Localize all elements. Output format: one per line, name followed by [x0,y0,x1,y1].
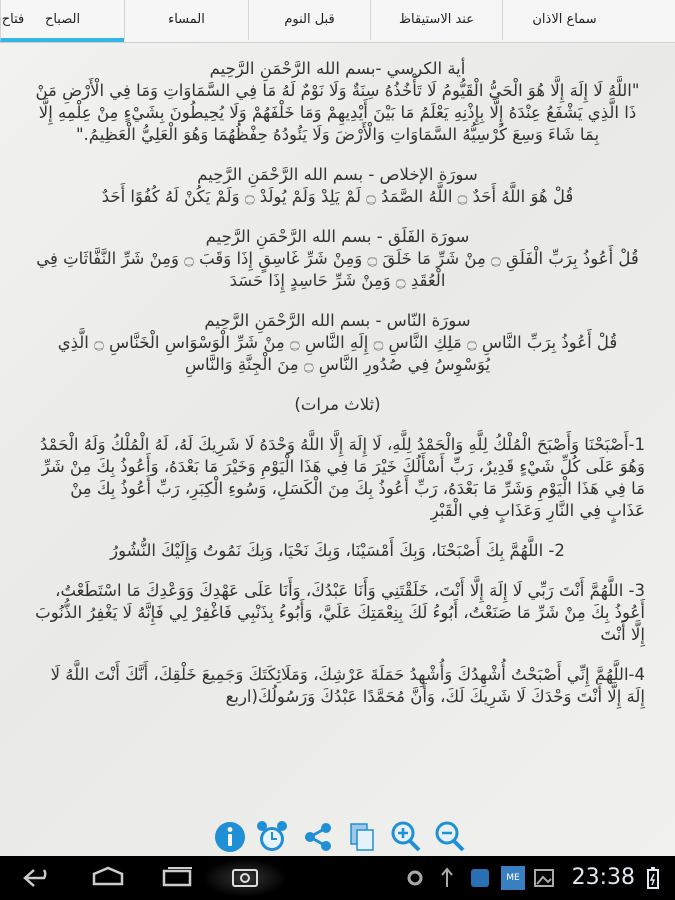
status-clock: 23:38 [571,865,635,890]
info-button[interactable] [213,820,247,854]
zoom-out-icon [433,820,467,854]
tab-bar [0,0,675,43]
dua-3: 3- اللَّهُمَّ أَنْتَ رَبِّي لَا إِلَهَ إِلَّا أَنْتَ، خَلَقْتَنِي وَأَنَا عَبْدُكَ، وَأَنَا عَلَى عَهْدِكَ وَوَعْدِكَ مَا اسْتَطَعْتُ، أَعُوذُ بِكَ مِنْ شَرِّ مَا صَنَعْتُ، أَبُوءُ لَكَ بِنِعْمَتِكَ عَلَيَّ، وَأَبُوءُ بِذَنْبِي فَاغْفِرْ لِي فَإِنَّهُ لَا يَغْفِرُ الذُّنُوبَ إِلَّا أَنْتَ [35,581,645,644]
recent-apps-button[interactable] [158,864,198,892]
camera-icon [205,860,285,896]
kursi-title: أية الكرسي -بسم الله الرَّحْمَنِ الرَّحِيم [209,59,466,78]
falaq-title: سورَة الفَلَق - بسم الله الرَّحْمَنِ الرَّحِيم [205,227,470,246]
tab-evening[interactable]: المساء [124,0,248,40]
nas-block [30,310,645,376]
home-icon [88,864,128,892]
zoom-in-icon [389,820,423,854]
ikhlas-text: قُلْ هُوَ اللَّهُ أَحَدٌ ۝ اللَّهُ الصَّمَدُ ۝ لَمْ يَلِدْ وَلَمْ يُولَدْ ۝ وَلَمْ يَكُنْ لَهُ كُفُوًا أَحَدٌ [101,187,574,206]
dua-1: 1-أَصْبَحْنَا وَأَصْبَحَ الْمُلْكُ لِلَّهِ وَالْحَمْدُ لِلَّهِ، لَا إِلَهَ إِلَّا اللَّهُ وَحْدَهُ لَا شَرِيكَ لَهُ، لَهُ الْمُلْكُ وَلَهُ الْحَمْدُ وَهُوَ عَلَى كُلِّ شَيْءٍ قَدِيرٌ، رَبِّ أَسْأَلُكَ خَيْرَ مَا فِي هَذَا الْيَوْمِ وَخَيْرَ مَا بَعْدَهُ، وَأَعُوذُ بِكَ مِنْ شَرِّ مَا فِي هَذَا الْيَوْمِ وَشَرِّ مَا بَعْدَهُ، رَبِّ أَعُوذُ بِكَ مِنَ الْكَسَلِ، وَسُوءِ الْكِبَرِ، رَبِّ أَعُوذُ بِكَ مِنْ عَذَابٍ فِي النَّارِ وَعَذَابٍ فِي الْقَبْرِ [40,435,645,520]
kursi-text: "اللَّهُ لَا إِلَهَ إِلَّا هُوَ الْحَيُّ الْقَيُّومُ لَا تَأْخُذُهُ سِنَةٌ وَلَا نَوْمٌ لَهُ مَا فِي السَّمَاوَاتِ وَمَا فِي الْأَرْضِ مَنْ ذَا الَّذِي يَشْفَعُ عِنْدَهُ إِلَّا بِإِذْنِهِ يَعْلَمُ مَا بَيْنَ أَيْدِيهِمْ وَمَا خَلْفَهُمْ وَلَا يُحِيطُونَ بِشَيْءٍ مِنْ عِلْمِهِ إِلَّا بِمَا شَاءَ وَسِعَ كُرْسِيُّهُ السَّمَاوَاتِ وَالْأَرْضَ وَلَا يَئُودُهُ حِفْظُهُمَا وَهُوَ الْعَلِيُّ الْعَظِيمُ." [35,81,640,144]
kursi-block [30,58,645,146]
share-icon [301,820,335,854]
back-icon [20,864,56,892]
back-button[interactable] [20,864,56,892]
share-button[interactable] [301,820,335,854]
tab-adhan[interactable]: سماع الاذان [502,0,626,40]
bottom-toolbar [205,820,475,856]
alarm-button[interactable] [255,820,289,854]
falaq-text: قُلْ أَعُوذُ بِرَبِّ الْفَلَقِ ۝ مِنْ شَرِّ مَا خَلَقَ ۝ وَمِنْ شَرِّ غَاسِقٍ إِذَا وَقَبَ ۝ وَمِنْ شَرِّ النَّفَّاثَاتِ فِي الْعُقَدِ ۝ وَمِنْ شَرِّ حَاسِدٍ إِذَا حَسَدَ [36,249,639,290]
system-navigation-bar [0,856,675,900]
zoom-in-button[interactable] [389,820,423,854]
adhkar-content[interactable] [0,44,675,856]
zoom-out-button[interactable] [433,820,467,854]
nas-title: سورَة النّاس - بسم الله الرَّحْمَنِ الرَّحِيم [204,311,471,330]
adhkar-text [0,44,675,708]
tab-opening[interactable]: فتاح [1,12,25,27]
home-button[interactable] [88,864,128,892]
dua-4: 4-اللَّهُمَّ إِنِّي أَصْبَحْتُ أُشْهِدُكَ وَأُشْهِدُ حَمَلَةَ عَرْشِكَ، وَمَلَائِكَتَكَ وَجَمِيعَ خَلْقِكَ، أَنَّكَ أَنْتَ اللَّهُ لَا إِلَهَ إِلَّا أَنْتَ وَحْدَكَ لَا شَرِيكَ لَكَ، وَأَنَّ مُحَمَّدًا عَبْدُكَ وَرَسُولُكَ(اربع [50,665,645,706]
usb-icon [439,866,455,890]
falaq-block [30,226,645,292]
ikhlas-block [30,164,645,208]
settings-icon [405,866,425,890]
image-icon [533,866,555,890]
copy-button[interactable] [345,820,379,854]
tab-morning[interactable]: الصباح [0,0,124,42]
three-times-label: (ثلاث مرات) [294,395,381,414]
alarm-clock-icon [255,820,289,854]
app-badge: ME [501,866,525,890]
ikhlas-title: سورَة الإخلاص - بسم الله الرَّحْمَنِ الرَّحِيم [197,165,478,184]
copy-icon [345,820,379,854]
battery-icon [645,866,661,890]
recent-apps-icon [158,864,198,892]
app-notification-icon [469,866,491,890]
tab-wakeup[interactable]: عند الاستيقاظ [370,0,502,40]
screenshot-button[interactable] [205,860,285,896]
nas-text: قُلْ أَعُوذُ بِرَبِّ النَّاسِ ۝ مَلِكِ النَّاسِ ۝ إِلَهِ النَّاسِ ۝ مِنْ شَرِّ الْوَسْوَاسِ الْخَنَّاسِ ۝ الَّذِي يُوَسْوِسُ فِي صُدُورِ النَّاسِ ۝ مِنَ الْجِنَّةِ وَالنَّاسِ [57,333,618,374]
info-icon [213,820,247,854]
notification-icons [405,866,555,890]
dua-2: 2- اللَّهُمَّ بِكَ أَصْبَحْنَا، وَبِكَ أَمْسَيْنَا، وَبِكَ نَحْيَا، وَبِكَ نَمُوتُ وَإِلَيْكَ النُّشُورُ [110,541,565,560]
tab-before-sleep[interactable]: قبل النوم [248,0,370,40]
